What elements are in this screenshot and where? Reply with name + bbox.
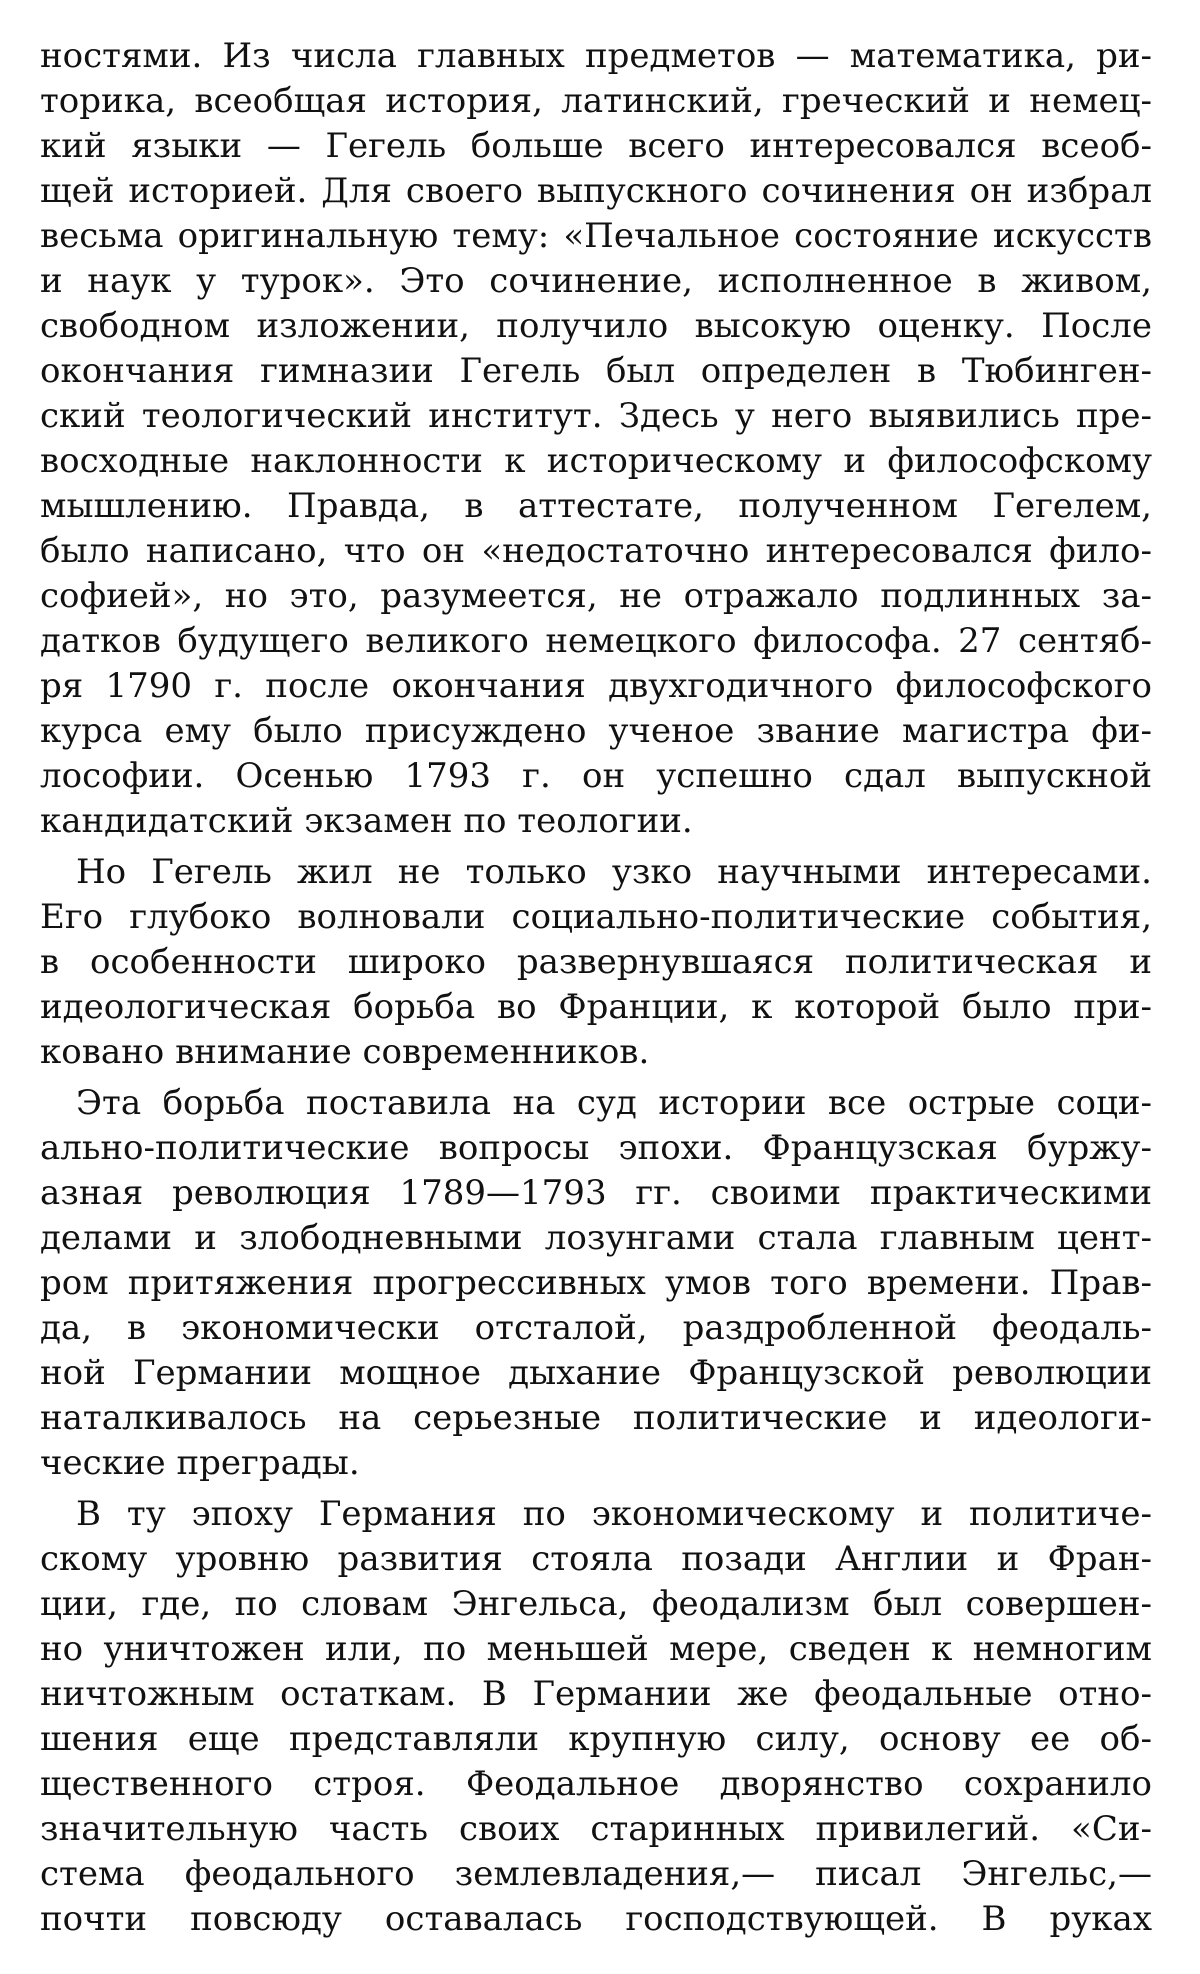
paragraph-3 [40, 1081, 1152, 1486]
text-line: ский теологический институт. Здесь у него выявились пре- [40, 396, 1152, 436]
text-line: наталкивалось на серьезные политические и идеологи- [40, 1398, 1152, 1438]
text-line: азная революция 1789—1793 гг. своими практическими [40, 1173, 1152, 1213]
text-line: в особенности широко развернувшаяся политическая и [40, 942, 1152, 982]
text-line: кий языки — Гегель больше всего интересовался всеоб- [40, 126, 1152, 166]
text-line: окончания гимназии Гегель был определен в Тюбинген- [40, 351, 1152, 391]
text-line: ря 1790 г. после окончания двухгодичного философского [40, 666, 1152, 706]
text-line: ром притяжения прогрессивных умов того времени. Прав- [40, 1263, 1152, 1303]
text-line: почти повсюду оставалась господствующей. В руках [40, 1899, 1152, 1939]
text-line: софией», но это, разумеется, не отражало подлинных за- [40, 576, 1152, 616]
text-line: Эта борьба поставила на суд истории все острые соци- [76, 1083, 1152, 1123]
text-line: В ту эпоху Германия по экономическому и политиче- [76, 1494, 1152, 1534]
text-line: торика, всеобщая история, латинский, греческий и немец- [40, 81, 1152, 121]
text-line: значительную часть своих старинных привилегий. «Си- [40, 1809, 1152, 1849]
text-line: было написано, что он «недостаточно интересовался фило- [40, 531, 1152, 571]
text-line: Но Гегель жил не только узко научными интересами. [76, 852, 1152, 892]
text-line: стема феодального землевладения,— писал Энгельс,— [40, 1854, 1152, 1894]
text-line: датков будущего великого немецкого философа. 27 сентяб- [40, 621, 1152, 661]
text-line: Его глубоко волновали социально-политические события, [40, 897, 1152, 937]
text-line: и наук у турок». Это сочинение, исполненное в живом, [40, 261, 1152, 301]
text-line: но уничтожен или, по меньшей мере, сведен к немногим [40, 1629, 1152, 1669]
text-line: весьма оригинальную тему: «Печальное состояние искусств [40, 216, 1152, 256]
text-line: да, в экономически отсталой, раздробленной феодаль- [40, 1308, 1152, 1348]
text-line: скому уровню развития стояла позади Англии и Фран- [40, 1539, 1152, 1579]
text-line: ничтожным остаткам. В Германии же феодальные отно- [40, 1674, 1152, 1714]
text-line: курса ему было присуждено ученое звание магистра фи- [40, 711, 1152, 751]
text-line: щественного строя. Феодальное дворянство сохранило [40, 1764, 1152, 1804]
text-line: ковано внимание современников. [40, 1032, 650, 1072]
text-line: кандидатский экзамен по теологии. [40, 801, 693, 841]
text-line: ческие преграды. [40, 1443, 360, 1483]
document-page [40, 34, 1152, 1942]
text-line: щей историей. Для своего выпускного сочинения он избрал [40, 171, 1152, 211]
text-line: шения еще представляли крупную силу, основу ее об- [40, 1719, 1152, 1759]
text-line: лософии. Осенью 1793 г. он успешно сдал выпускной [40, 756, 1152, 796]
paragraph-2 [40, 850, 1152, 1075]
text-line: восходные наклонности к историческому и философскому [40, 441, 1152, 481]
text-line: идеологическая борьба во Франции, к которой было при- [40, 987, 1152, 1027]
text-line: ностями. Из числа главных предметов — математика, ри- [40, 36, 1152, 76]
paragraph-4 [40, 1492, 1152, 1942]
text-line: делами и злободневными лозунгами стала главным цент- [40, 1218, 1152, 1258]
text-line: ции, где, по словам Энгельса, феодализм был совершен- [40, 1584, 1152, 1624]
text-line: ной Германии мощное дыхание Французской революции [40, 1353, 1152, 1393]
text-line: ально-политические вопросы эпохи. Французская буржу- [40, 1128, 1152, 1168]
text-line: свободном изложении, получило высокую оценку. После [40, 306, 1152, 346]
paragraph-1 [40, 34, 1152, 844]
text-line: мышлению. Правда, в аттестате, полученном Гегелем, [40, 486, 1152, 526]
